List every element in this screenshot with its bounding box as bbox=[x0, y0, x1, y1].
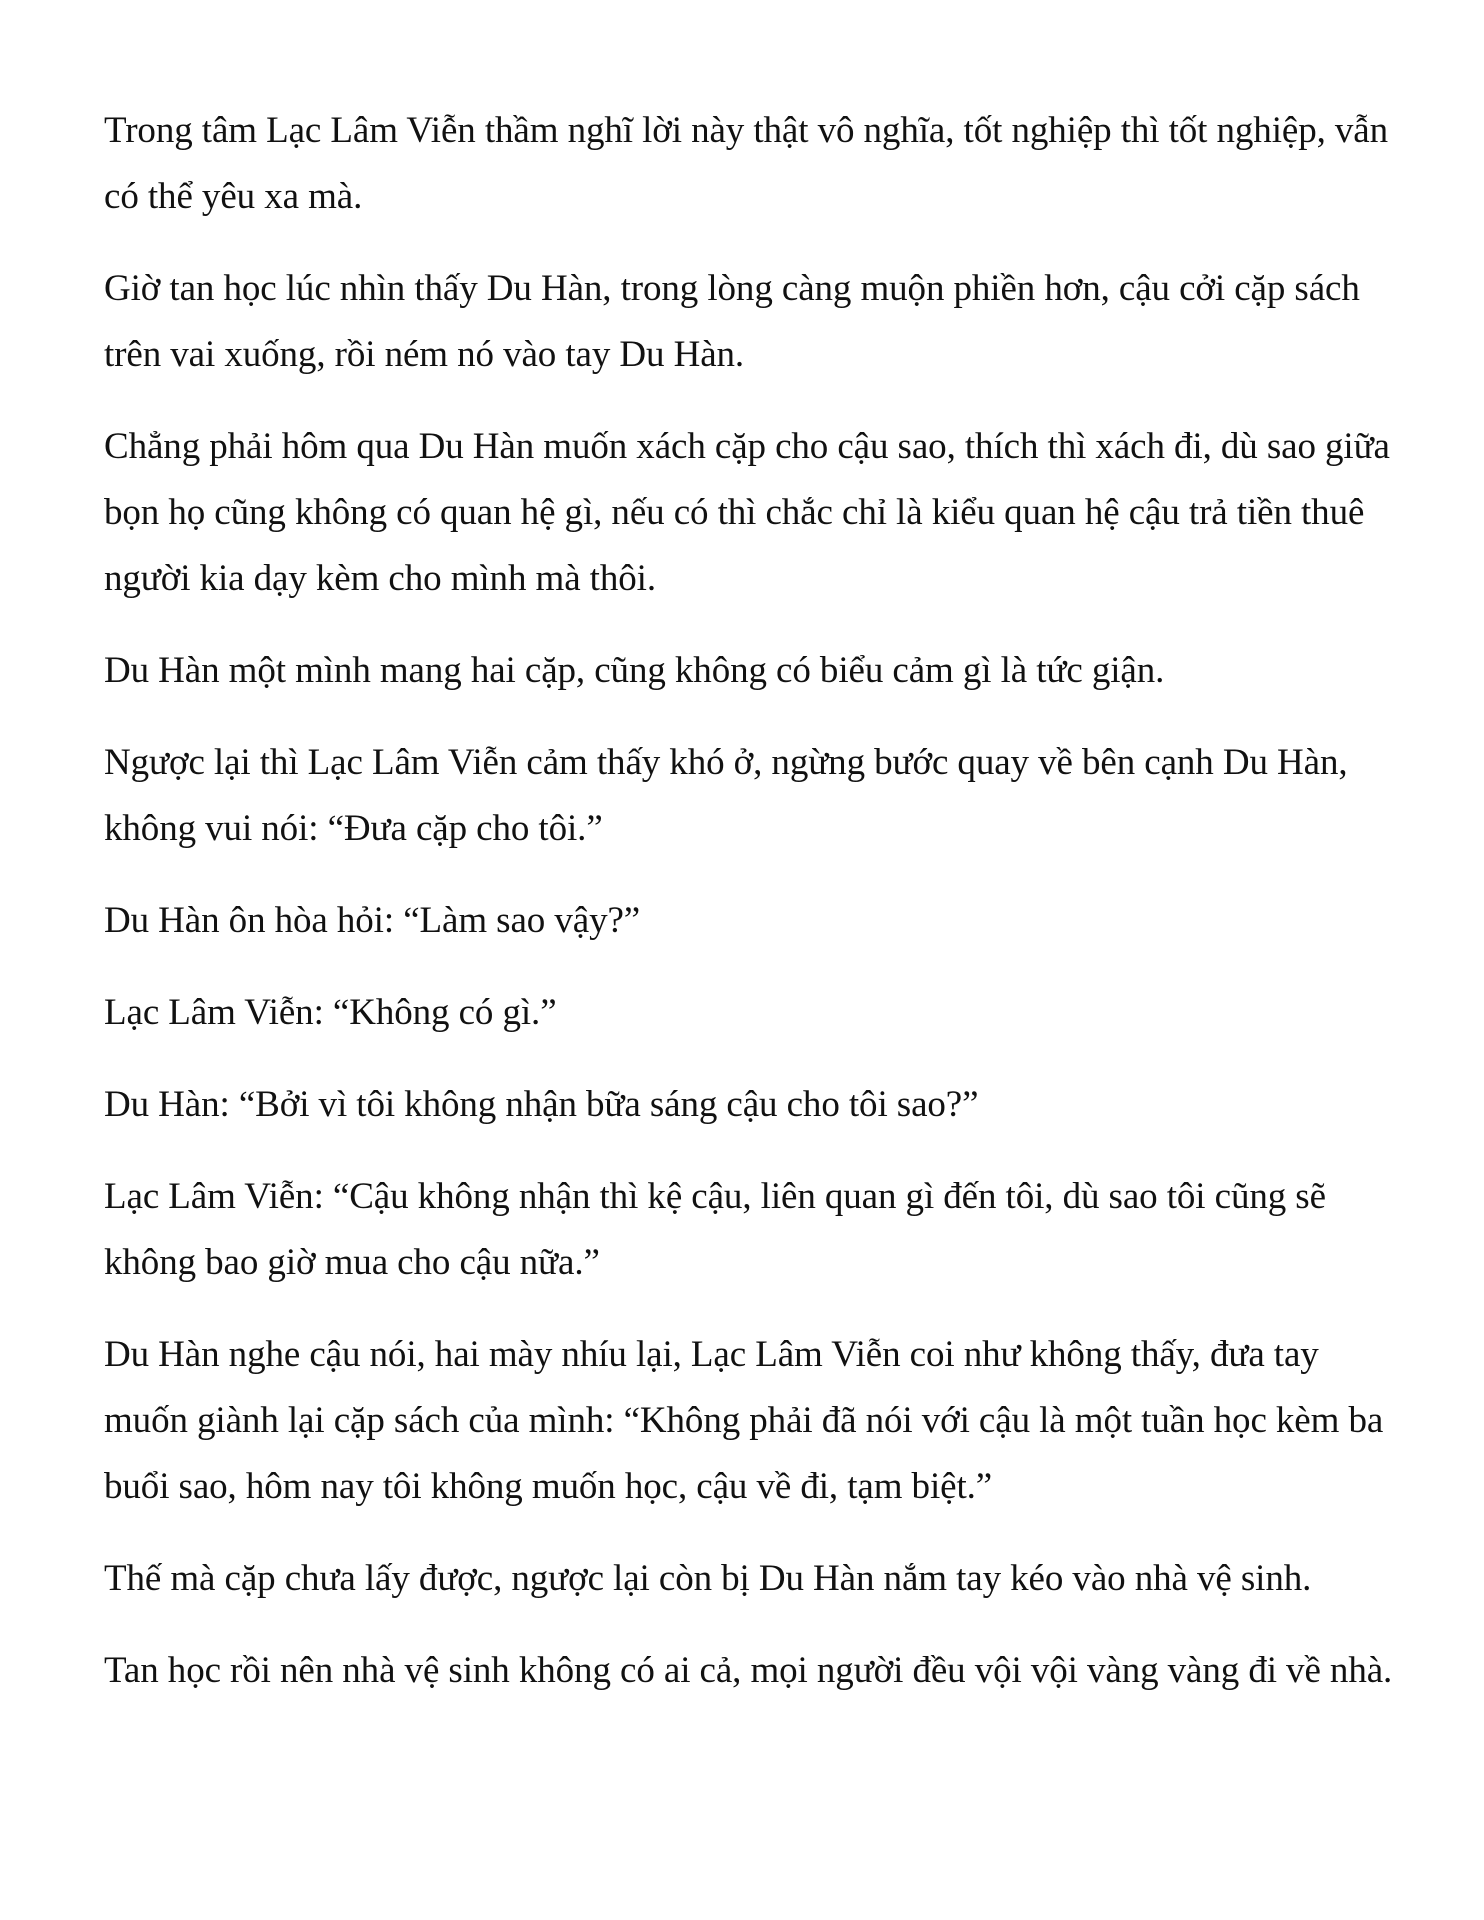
paragraph: Thế mà cặp chưa lấy được, ngược lại còn bị Du Hàn nắm tay kéo vào nhà vệ sinh. bbox=[104, 1558, 1312, 1599]
paragraph: Trong tâm Lạc Lâm Viễn thầm nghĩ lời này thật vô nghĩa, tốt nghiệp thì tốt nghiệp, vẫn có thể yêu xa mà. bbox=[104, 110, 1389, 217]
paragraph: Du Hàn một mình mang hai cặp, cũng không có biểu cảm gì là tức giận. bbox=[104, 650, 1165, 691]
paragraph: Chẳng phải hôm qua Du Hàn muốn xách cặp cho cậu sao, thích thì xách đi, dù sao giữa bọn họ cũng không có quan hệ gì, nếu có thì chắc chỉ là kiểu quan hệ cậu trả tiền thuê người kia dạy kèm cho mình mà thôi. bbox=[104, 426, 1390, 599]
paragraph: Du Hàn: “Bởi vì tôi không nhận bữa sáng cậu cho tôi sao?” bbox=[104, 1084, 979, 1125]
document-body bbox=[104, 98, 1404, 1730]
paragraph: Du Hàn ôn hòa hỏi: “Làm sao vậy?” bbox=[104, 900, 641, 941]
paragraph: Tan học rồi nên nhà vệ sinh không có ai cả, mọi người đều vội vội vàng vàng đi về nhà. bbox=[104, 1650, 1393, 1691]
paragraph: Giờ tan học lúc nhìn thấy Du Hàn, trong lòng càng muộn phiền hơn, cậu cởi cặp sách trên vai xuống, rồi ném nó vào tay Du Hàn. bbox=[104, 268, 1360, 375]
paragraph: Ngược lại thì Lạc Lâm Viễn cảm thấy khó ở, ngừng bước quay về bên cạnh Du Hàn, không vui nói: “Đưa cặp cho tôi.” bbox=[104, 742, 1348, 849]
paragraph: Lạc Lâm Viễn: “Không có gì.” bbox=[104, 992, 557, 1033]
paragraph: Du Hàn nghe cậu nói, hai mày nhíu lại, Lạc Lâm Viễn coi như không thấy, đưa tay muốn giành lại cặp sách của mình: “Không phải đã nói với cậu là một tuần học kèm ba buổi sao, hôm nay tôi không muốn học, cậu về đi, tạm biệt.” bbox=[104, 1334, 1384, 1507]
paragraph: Lạc Lâm Viễn: “Cậu không nhận thì kệ cậu, liên quan gì đến tôi, dù sao tôi cũng sẽ không bao giờ mua cho cậu nữa.” bbox=[104, 1176, 1326, 1283]
